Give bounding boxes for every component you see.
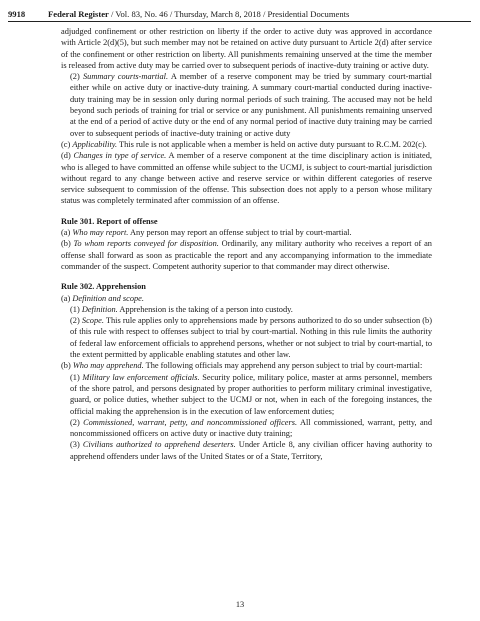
paragraph-officers: (2) Commissioned, warrant, petty, and noncommissioned officers. All commissioned, warrant, petty, and noncommissioned officers on active duty or inactive duty training; [70,417,432,439]
paragraph-summary-courts-martial: (2) Summary courts-martial. A member of a reserve component may be tried by summary court-martial either while on active duty or inactive-duty training. A summary court-martial conducted during inactive-duty training may be in session only during normal periods of such training. The accused may not be held beyond such periods of training for trial or service or any punishment. All punishments remaining unserved at the end of a period of active duty or the end of any normal period of inactive duty training may be carried over to subsequent periods of inactive-duty training or active duty [70,72,432,138]
header-issue: / Vol. 83, No. 46 / Thursday, March 8, 2018 / Presidential Documents [108,9,350,19]
paragraph-changes-in-type-of-service: (d) Changes in type of service. A member of a reserve component at the time disciplinary action is initiated, who is alleged to have committed an offense while subject to the UCMJ, is subject to court-martial jurisdiction without regard to any change between active and reserve service or within different categories of reserve service subsequent to commission of the offense. This subsection does not apply to a person whose military status was completely terminated after commission of an offense. [61,151,432,206]
subsection-title: Summary courts-martial. [83,72,169,82]
header-divider [8,21,471,22]
subsection-title: Who may report. [72,228,129,238]
paragraph-scope: (2) Scope. This rule applies only to apprehensions made by persons authorized to do so under subsection (b) of this rule with respect to offenses subject to trial by court-martial. Nothing in this rule limits the authority of federal law enforcement officials to apprehend persons, whether or not subject to trial by court-martial, to the extent permitted by applicable enabling statutes and other law. [70,316,432,360]
paragraph-who-may-apprehend: (b) Who may apprehend. The following officials may apprehend any person subject to trial by court-martial: [61,361,423,371]
header-publication: Federal Register [48,9,109,19]
rule-301-heading: Rule 301. Report of offense [61,216,158,226]
header-title [48,9,349,19]
paragraph-military-law-enforcement: (1) Military law enforcement officials. Security police, military police, master at arms personnel, members of the shore patrol, and persons designated by proper authorities to perform military criminal investigative, guard, or police duties, whether subject to the UCMJ or not, when in each of the foregoing instances, the official making the apprehension is in the execution of law enforcement duties; [70,372,433,416]
subsection-title: Applicability. [72,139,118,149]
paragraph-definition-and-scope: (a) Definition and scope. [61,293,144,303]
paragraph-to-whom-reports-conveyed: (b) To whom reports conveyed for disposition. Ordinarily, any military authority who receives a report of an offense shall forward as soon as practicable the report and any accompanying information to the immediate commander of the suspect. Competent authority superior to that commander may direct otherwise. [61,239,432,271]
subsection-title: Scope. [81,316,104,326]
subsection-title: Changes in type of service. [73,151,167,161]
page-header [8,9,470,19]
subsection-title: To whom reports conveyed for disposition. [73,239,219,249]
paragraph-civilians-authorized: (3) Civilians authorized to apprehend deserters. Under Article 8, any civilian officer having authority to apprehend offenders under laws of the United States or of a State, Territory, [70,440,433,461]
subsection-title: Who may apprehend. [72,361,144,371]
subsection-title: Military law enforcement officials. [82,372,200,382]
document-body [61,26,432,462]
header-page-number: 9918 [8,9,26,19]
subsection-title: Civilians authorized to apprehend deserters. [82,440,236,450]
subsection-title: Definition and scope. [72,293,144,303]
paragraph-who-may-report: (a) Who may report. Any person may report an offense subject to trial by court-martial. [61,228,352,238]
paragraph-continuation: adjudged confinement or other restriction on liberty if the order to active duty was approved in accordance with Article 2(d)(5), but such member may not be retained on active duty pursuant to Article 2(d) after service of the confinement or other restriction on liberty. All punishments remaining unserved at the time the member is released from active duty may be carried over to subsequent periods of inactive-duty training or active duty. [61,27,432,70]
rule-302-heading: Rule 302. Apprehension [61,282,146,292]
subsection-title: Commissioned, warrant, petty, and noncommissioned officers. [83,417,298,427]
paragraph-definition: (1) Definition. Apprehension is the taking of a person into custody. [70,304,293,314]
subsection-title: Definition. [81,304,118,314]
paragraph-applicability: (c) Applicability. This rule is not applicable when a member is held on active duty pursuant to R.C.M. 202(c). [61,139,427,149]
footer-page-number: 13 [235,600,245,609]
